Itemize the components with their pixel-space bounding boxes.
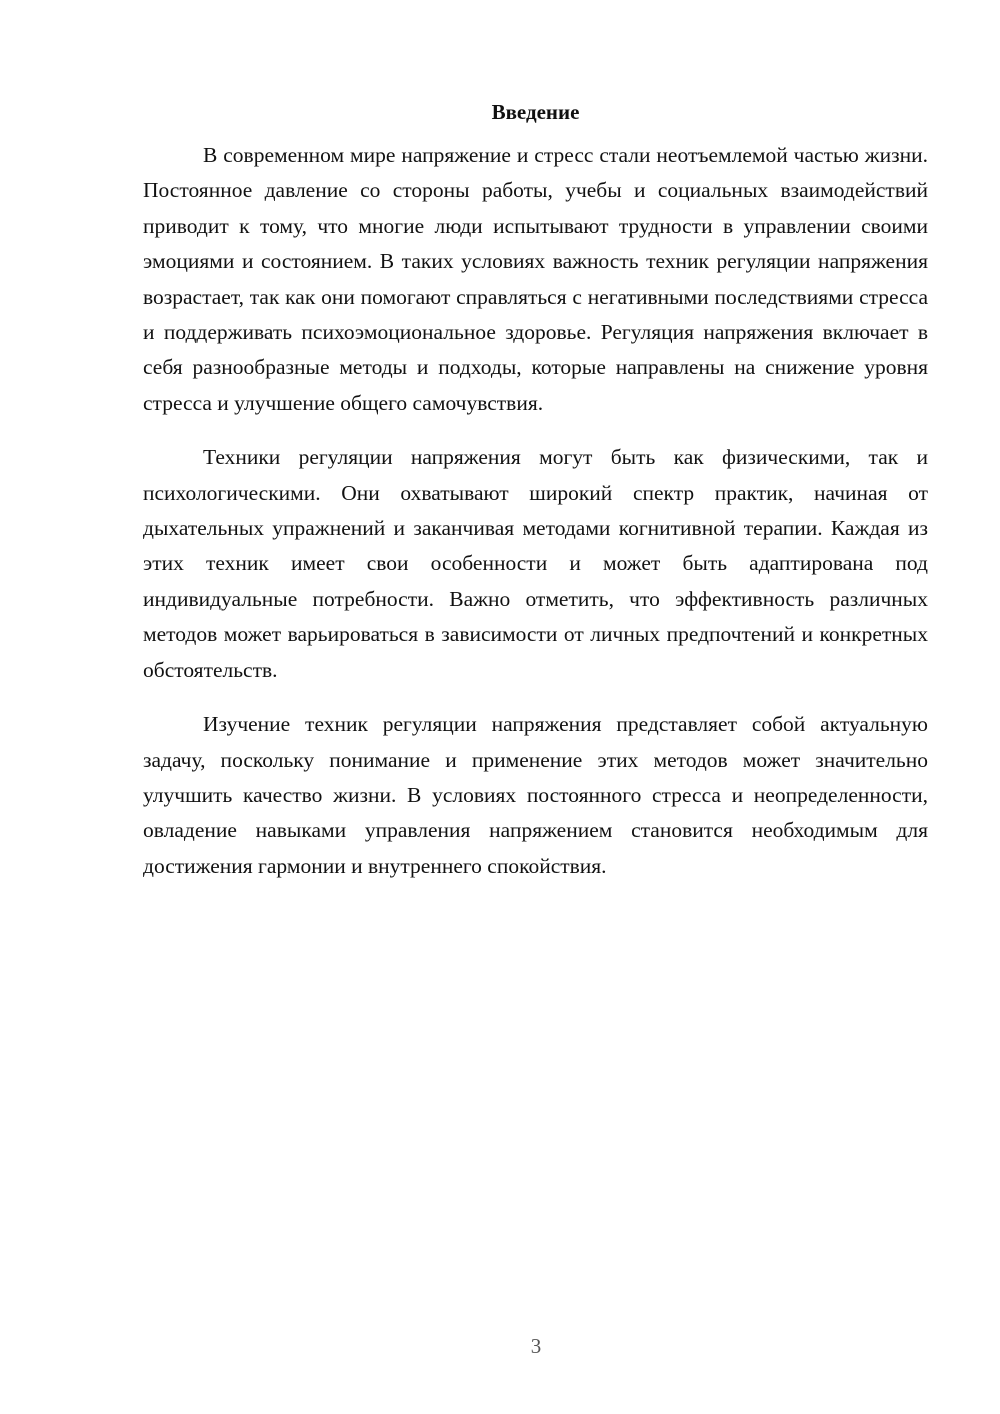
page-number: 3 bbox=[530, 1334, 542, 1358]
page-content bbox=[143, 97, 928, 884]
paragraph-1: В современном мире напряжение и стресс стали неотъемлемой частью жизни. Постоянное давление со стороны работы, учебы и социальных взаимодействий приводит к тому, что многие люди испытывают трудности в управлении своими эмоциями и состоянием. В таких условиях важность техник регуляции напряжения возрастает, так как они помогают справляться с негативными последствиями стресса и поддерживать психоэмоциональное здоровье. Регуляция напряжения включает в себя разнообразные методы и подходы, которые направлены на снижение уровня стресса и улучшение общего самочувствия. bbox=[143, 143, 928, 415]
paragraph-2: Техники регуляции напряжения могут быть как физическими, так и психологическими. Они охватывают широкий спектр практик, начиная от дыхательных упражнений и заканчивая методами когнитивной терапии. Каждая из этих техник имеет свои особенности и может быть адаптирована под индивидуальные потребности. Важно отметить, что эффективность различных методов может варьироваться в зависимости от личных предпочтений и конкретных обстоятельств. bbox=[143, 445, 928, 682]
page-title: Введение bbox=[491, 100, 580, 124]
paragraph-3: Изучение техник регуляции напряжения представляет собой актуальную задачу, поскольку понимание и применение этих методов может значительно улучшить качество жизни. В условиях постоянного стресса и неопределенности, овладение навыками управления напряжением становится необходимым для достижения гармонии и внутреннего спокойствия. bbox=[143, 712, 928, 878]
